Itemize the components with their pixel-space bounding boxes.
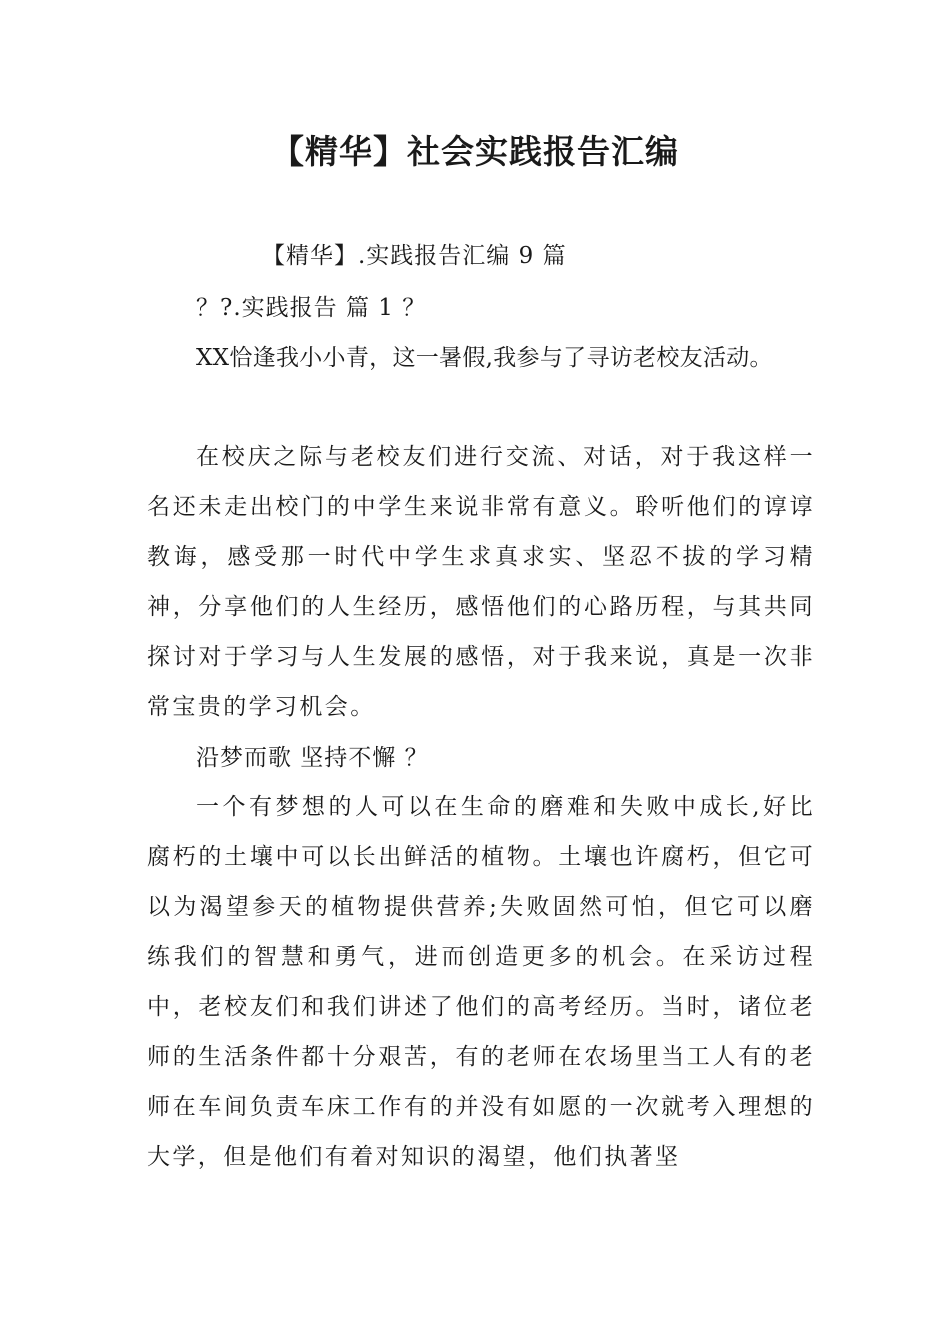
document-title: 【精华】社会实践报告汇编 (271, 132, 679, 171)
section-label: ？?.实践报告 篇 1 ？ (196, 295, 427, 321)
intro-line: XX恰逢我小小青，这一暑假,我参与了寻访老校友活动。 (196, 345, 773, 371)
paragraph-1: 在校庆之际与老校友们进行交流、对话，对于我这样一名还未走出校门的中学生来说非常有意义。聆听他们的谆谆教诲，感受那一时代中学生求真求实、坚忍不拔的学习精神，分享他们的人生经历，感悟他们的心路历程，与其共同探讨对于学习与人生发展的感悟，对于我来说，真是一次非常宝贵的学习机会。 (147, 444, 815, 720)
paragraph-2: 一个有梦想的人可以在生命的磨难和失败中成长,好比腐朽的土壤中可以长出鲜活的植物。土壤也许腐朽，但它可以为渴望参天的植物提供营养;失败固然可怕，但它可以磨练我们的智慧和勇气，进而创造更多的机会。在采访过程中，老校友们和我们讲述了他们的高考经历。当时，诸位老师的生活条件都十分艰苦，有的老师在农场里当工人有的老师在车间负责车床工作有的并没有如愿的一次就考入理想的大学，但是他们有着对知识的渴望，他们执著坚 (147, 794, 815, 1170)
section-heading: 沿梦而歌 坚持不懈 ？ (196, 745, 429, 771)
document-subtitle: 【精华】.实践报告汇编 9 篇 (262, 243, 567, 269)
